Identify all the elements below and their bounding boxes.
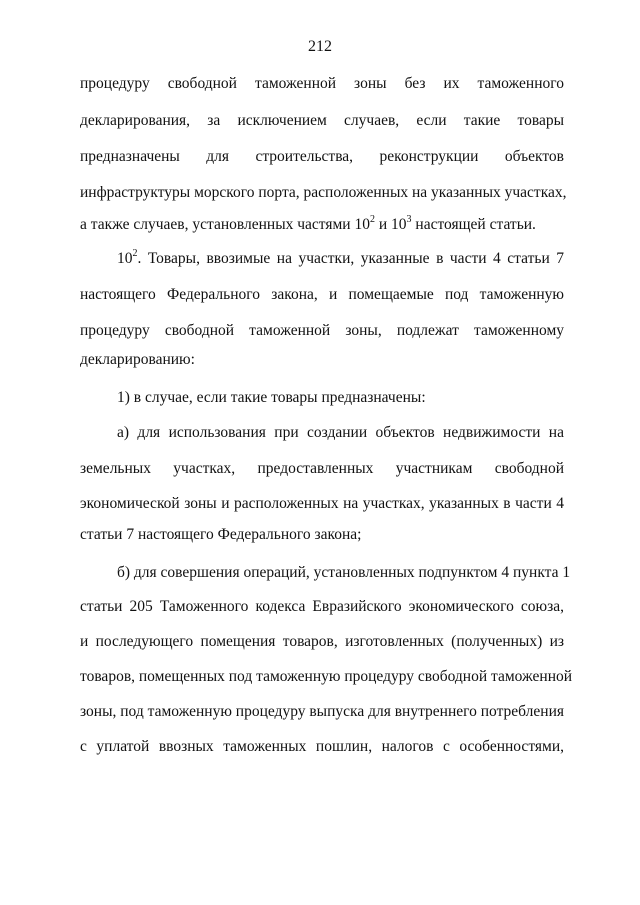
text-line: процедуру свободной таможенной зоны, подлежат таможенному — [80, 322, 564, 339]
text-line: товаров, помещенных под таможенную процедуру свободной таможенной — [80, 668, 573, 685]
superscript: 2 — [132, 247, 138, 259]
text-line: настоящего Федерального закона, и помещаемые под таможенную — [80, 286, 564, 303]
superscript: 2 — [369, 213, 375, 225]
text-line: статьи 7 настоящего Федерального закона; — [80, 526, 362, 543]
text-line: предназначены для строительства, реконструкции объектов — [80, 148, 564, 165]
text-line: декларирования, за исключением случаев, если такие товары — [80, 112, 564, 129]
paragraph-start-line: $10^2$. Товары, ввозимые на участки, указанные в части 4 статьи 7 — [117, 247, 564, 267]
text-line: зоны, под таможенную процедуру выпуска для внутреннего потребления — [80, 703, 564, 720]
page-number: 212 — [308, 38, 332, 55]
text-line: декларированию: — [80, 351, 195, 368]
superscript: 3 — [406, 213, 412, 225]
paragraph-start-line: б) для совершения операций, установленных подпунктом 4 пункта 1 — [117, 564, 571, 581]
text-line: а также случаев, установленных частями $10^2$ и $10^3$ настоящей статьи. — [80, 213, 536, 233]
text-line: земельных участках, предоставленных участникам свободной — [80, 460, 564, 477]
text-line: и последующего помещения товаров, изготовленных (полученных) из — [80, 633, 564, 650]
text-line: экономической зоны и расположенных на участках, указанных в части 4 — [80, 495, 564, 512]
paragraph-start-line: 1) в случае, если такие товары предназначены: — [117, 389, 426, 406]
text-line: статьи 205 Таможенного кодекса Евразийского экономического союза, — [80, 598, 564, 615]
text-line: с уплатой ввозных таможенных пошлин, налогов с особенностями, — [80, 738, 564, 755]
text-line: инфраструктуры морского порта, расположенных на указанных участках, — [80, 184, 567, 201]
text-line: процедуру свободной таможенной зоны без их таможенного — [80, 75, 564, 92]
paragraph-start-line: а) для использования при создании объектов недвижимости на — [117, 424, 564, 441]
